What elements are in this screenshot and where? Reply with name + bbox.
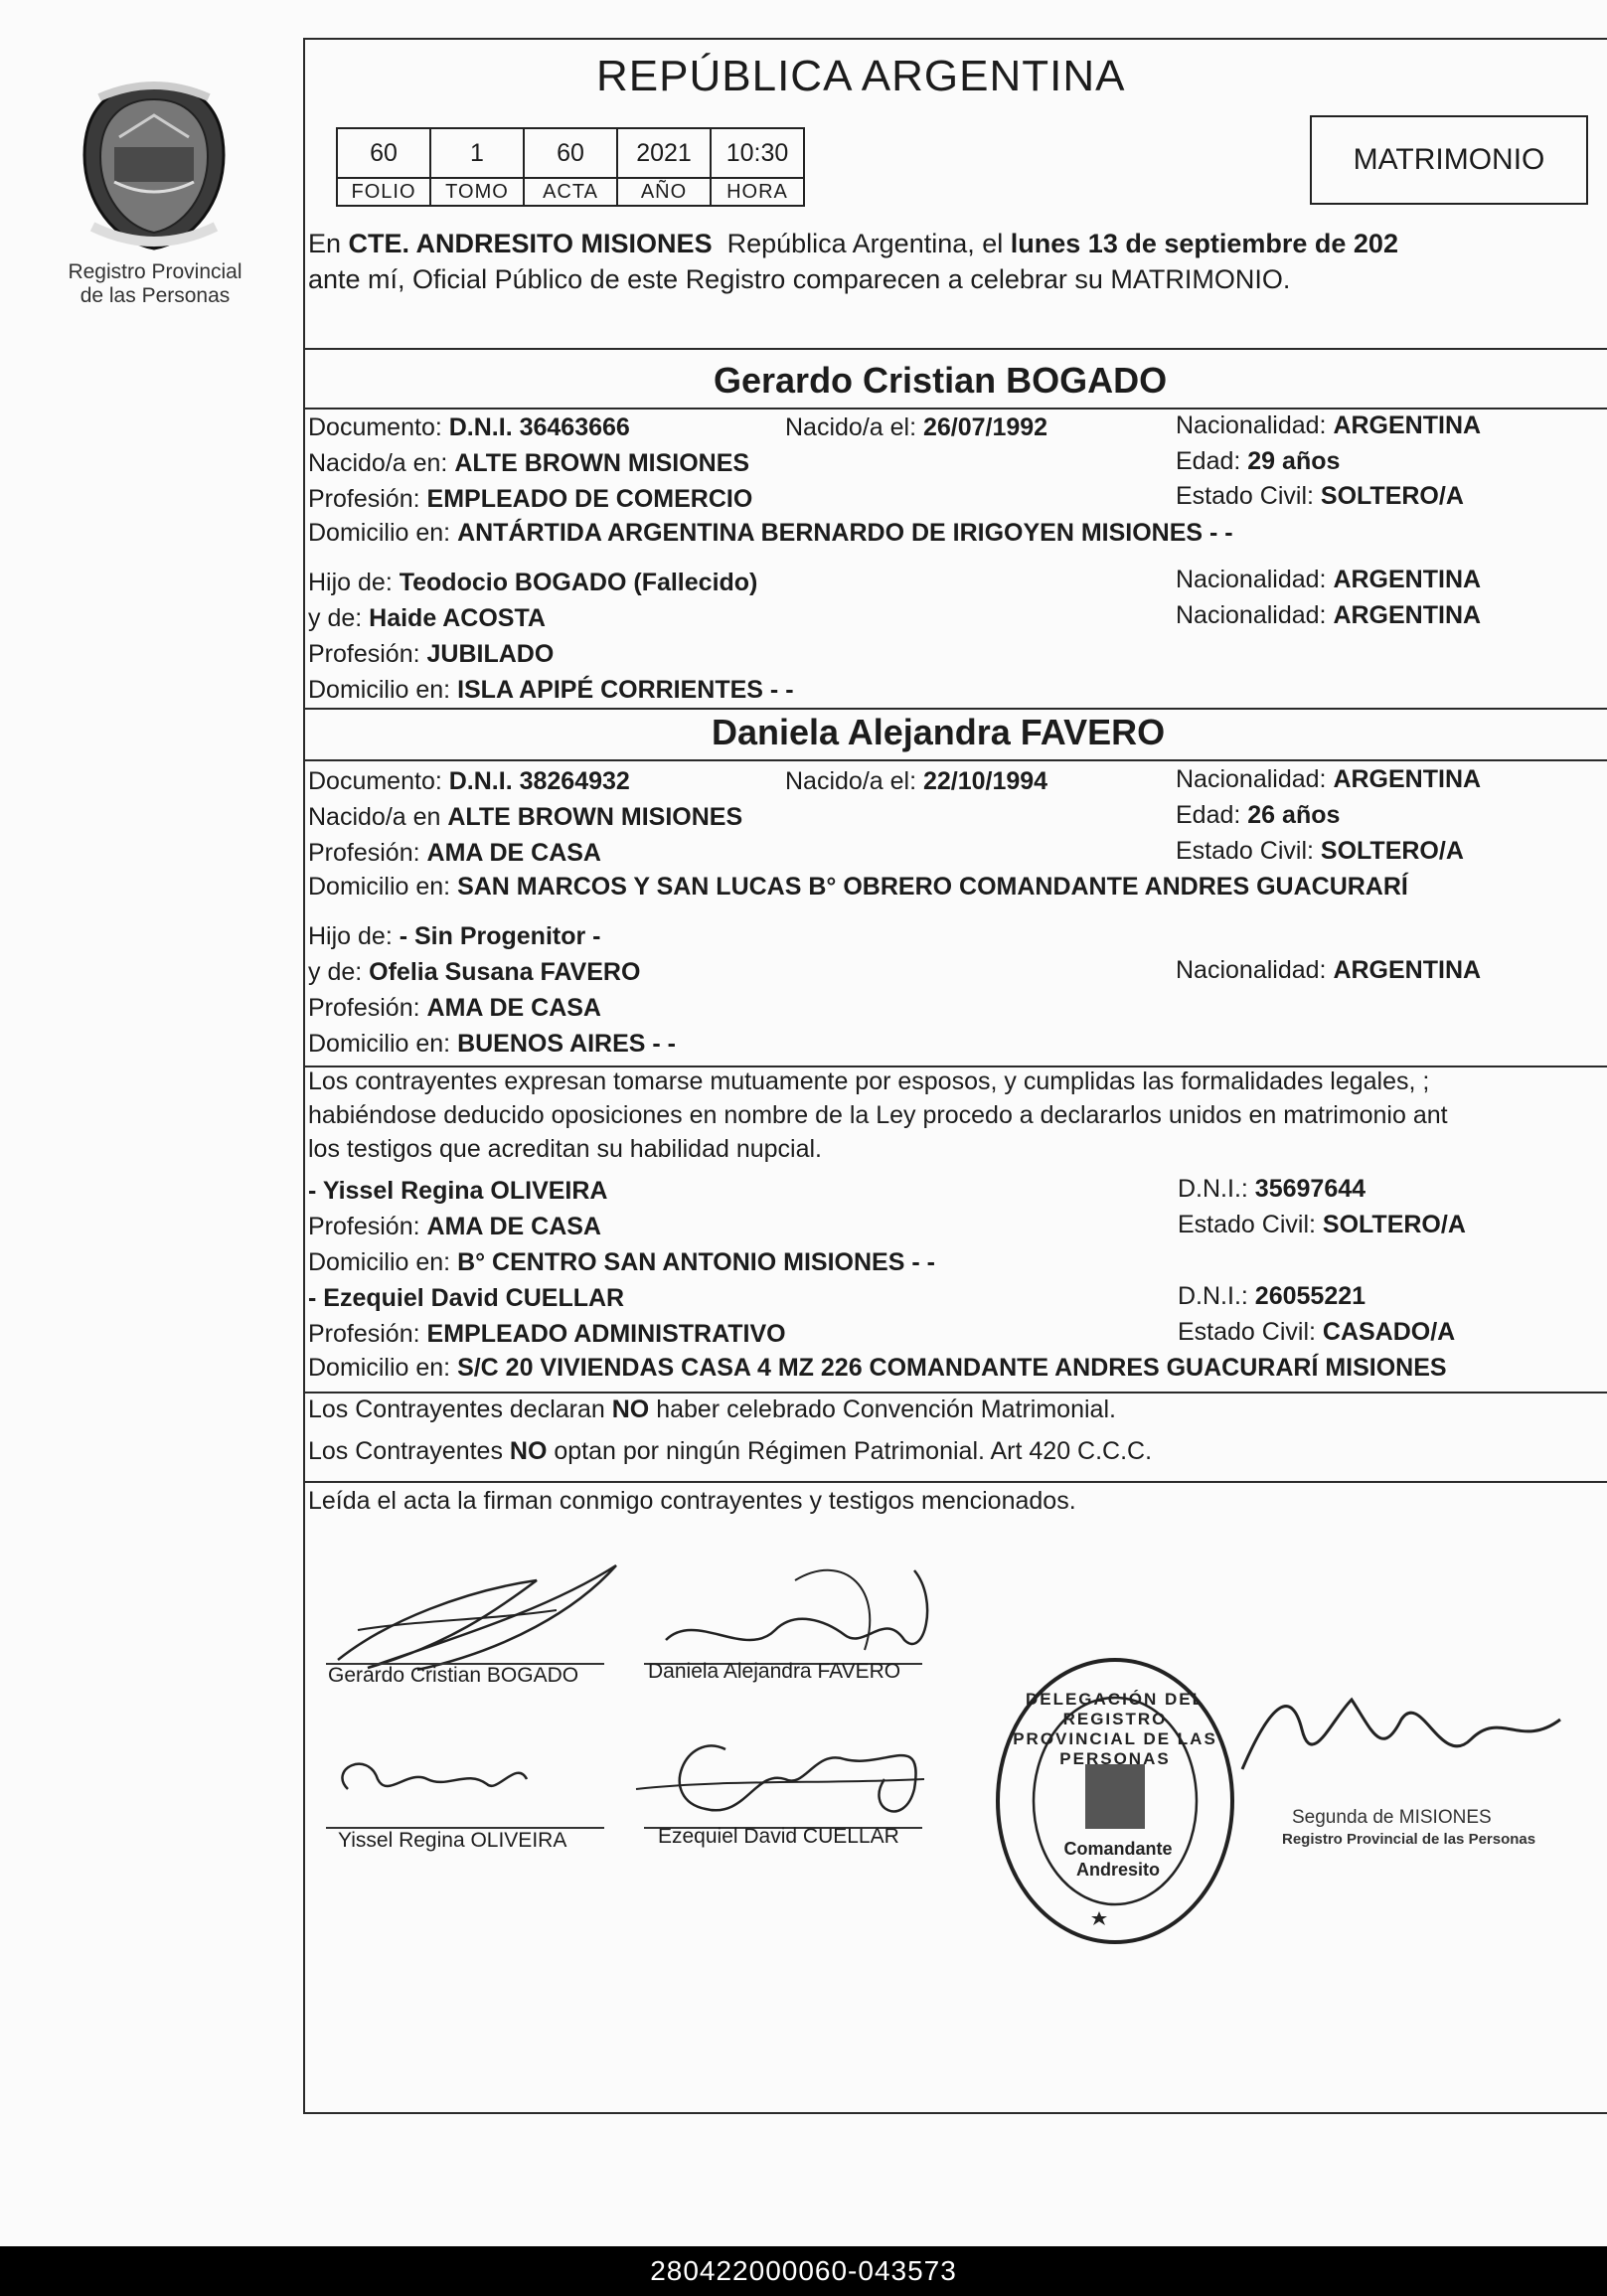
label: Profesión:: [308, 839, 427, 867]
spouse1-civil-status: [1176, 482, 1464, 511]
value: 26 años: [1247, 801, 1341, 829]
hora-value: 10:30: [711, 128, 804, 178]
acta-label: ACTA: [524, 178, 617, 206]
spouse1-document: [308, 413, 630, 442]
value: SAN MARCOS Y SAN LUCAS B° OBRERO COMANDANTE ANDRES GUACURARÍ: [457, 873, 1408, 901]
spouse1-nationality: [1176, 411, 1481, 440]
spouse1-mother-nationality: [1176, 601, 1481, 630]
official-stamp-line-2: Registro Provincial de las Personas: [1282, 1831, 1536, 1848]
official-stamp-line-1: Segunda de MISIONES: [1292, 1807, 1492, 1828]
signature-strokes-bottom: [328, 1710, 944, 1839]
label: Domicilio en:: [308, 1354, 458, 1382]
value: 26/07/1992: [922, 413, 1048, 441]
witness2-profession: [308, 1320, 786, 1349]
registry-label-line1: Registro Provincial: [68, 260, 242, 283]
label: Domicilio en:: [308, 1248, 458, 1276]
label: Edad:: [1176, 801, 1248, 829]
label: Domicilio en:: [308, 676, 458, 704]
spouse1-address: [308, 519, 1233, 548]
official-signature: [1232, 1680, 1570, 1789]
label: Edad:: [1176, 447, 1248, 475]
spouse2-civil-status: [1176, 837, 1464, 866]
label: Nacido/a en: [308, 803, 448, 831]
label: Documento:: [308, 767, 449, 795]
text: Los Contrayentes declaran: [308, 1395, 612, 1423]
label: Profesión:: [308, 640, 427, 668]
signature-name-2: Daniela Alejandra FAVERO: [648, 1660, 901, 1683]
acta-value: 60: [524, 128, 617, 178]
read-statement: Leída el acta la firman conmigo contrayentes y testigos mencionados.: [308, 1487, 1076, 1515]
value: SOLTERO/A: [1320, 482, 1464, 510]
spouse2-mother-nationality: [1176, 956, 1481, 985]
value: AMA DE CASA: [426, 994, 601, 1022]
value: S/C 20 VIVIENDAS CASA 4 MZ 226 COMANDANTE ANDRES GUACURARÍ MISIONES: [457, 1354, 1447, 1382]
label: Nacido/a en:: [308, 449, 455, 477]
regime-statement: [308, 1437, 1152, 1466]
value: BUENOS AIRES - -: [457, 1030, 676, 1058]
provincial-seal: [75, 78, 234, 251]
signature-name-3: Yissel Regina OLIVEIRA: [338, 1829, 567, 1852]
label: Estado Civil:: [1176, 482, 1321, 510]
signature-name-1: Gerardo Cristian BOGADO: [328, 1664, 579, 1687]
label: Nacionalidad:: [1176, 956, 1334, 984]
hora-label: HORA: [711, 178, 804, 206]
value: ALTE BROWN MISIONES: [447, 803, 743, 831]
intro-line-1: [308, 227, 1398, 260]
value: D.N.I. 36463666: [448, 413, 630, 441]
text: Los Contrayentes: [308, 1437, 510, 1465]
intro-middle: República Argentina, el: [712, 229, 1011, 258]
value: 29 años: [1247, 447, 1341, 475]
label: Domicilio en:: [308, 1030, 458, 1058]
value: 26055221: [1254, 1282, 1366, 1310]
spouse1-profession: [308, 485, 752, 514]
divider: [305, 759, 1607, 761]
label: Nacido/a el:: [785, 413, 923, 441]
folio-label: FOLIO: [337, 178, 430, 206]
country-title: REPÚBLICA ARGENTINA: [596, 52, 1126, 100]
label: Domicilio en:: [308, 519, 458, 547]
witness2-name: - Ezequiel David CUELLAR: [308, 1284, 625, 1312]
tomo-label: TOMO: [430, 178, 524, 206]
spouse2-birthdate: [785, 767, 1047, 796]
divider: [305, 708, 1607, 710]
spouse2-parents-profession: [308, 994, 601, 1023]
spouse2-parents-address: [308, 1030, 676, 1059]
divider: [305, 1481, 1607, 1483]
value: Ofelia Susana FAVERO: [369, 958, 641, 986]
signature-name-4: Ezequiel David CUELLAR: [658, 1825, 899, 1848]
label: Nacionalidad:: [1176, 411, 1334, 439]
folio-value: 60: [337, 128, 430, 178]
label: Hijo de:: [308, 569, 400, 596]
value: B° CENTRO SAN ANTONIO MISIONES - -: [457, 1248, 935, 1276]
spouse1-name: Gerardo Cristian BOGADO: [714, 360, 1168, 401]
value: ARGENTINA: [1333, 956, 1482, 984]
label: Profesión:: [308, 1213, 427, 1240]
label: Profesión:: [308, 994, 427, 1022]
value: ARGENTINA: [1333, 601, 1482, 629]
witness2-civil-status: [1178, 1318, 1455, 1347]
label: Profesión:: [308, 1320, 427, 1348]
text: haber celebrado Convención Matrimonial.: [649, 1395, 1116, 1423]
anio-value: 2021: [617, 128, 711, 178]
label: y de:: [308, 604, 370, 632]
label: Nacionalidad:: [1176, 601, 1334, 629]
record-cells-table: [336, 127, 805, 207]
witness1-dni: [1178, 1175, 1366, 1204]
label: Nacido/a el:: [785, 767, 923, 795]
witness2-dni: [1178, 1282, 1366, 1311]
divider: [305, 348, 1607, 350]
label: D.N.I.:: [1178, 1282, 1255, 1310]
value: Haide ACOSTA: [369, 604, 546, 632]
spouse1-birthdate: [785, 413, 1047, 442]
spouse2-address: [308, 873, 1408, 902]
spouse2-father: [308, 922, 601, 951]
spouse2-mother: [308, 958, 640, 987]
value: Teodocio BOGADO (Fallecido): [399, 569, 758, 596]
label: Estado Civil:: [1178, 1211, 1323, 1238]
emphasis: NO: [509, 1437, 548, 1465]
intro-date: lunes 13 de septiembre de 202: [1010, 229, 1398, 258]
anio-label: AÑO: [617, 178, 711, 206]
value: ANTÁRTIDA ARGENTINA BERNARDO DE IRIGOYEN MISIONES - -: [457, 519, 1233, 547]
value: AMA DE CASA: [426, 839, 601, 867]
divider: [305, 408, 1607, 410]
label: D.N.I.:: [1178, 1175, 1255, 1203]
value: AMA DE CASA: [426, 1213, 601, 1240]
value: ARGENTINA: [1333, 566, 1482, 593]
label: Estado Civil:: [1178, 1318, 1323, 1346]
value: 22/10/1994: [922, 767, 1048, 795]
label: Domicilio en:: [308, 873, 458, 901]
emphasis: NO: [611, 1395, 650, 1423]
spouse2-nationality: [1176, 765, 1481, 794]
value: ARGENTINA: [1333, 411, 1482, 439]
value: ALTE BROWN MISIONES: [454, 449, 750, 477]
tomo-value: 1: [430, 128, 524, 178]
text: optan por ningún Régimen Patrimonial. Art 420 C.C.C.: [547, 1437, 1153, 1465]
value: EMPLEADO DE COMERCIO: [426, 485, 753, 513]
label: Nacionalidad:: [1176, 765, 1334, 793]
value: ISLA APIPÉ CORRIENTES - -: [457, 676, 794, 704]
label: y de:: [308, 958, 370, 986]
spouse2-profession: [308, 839, 601, 868]
registry-label-line2: de las Personas: [80, 284, 231, 307]
witness2-address: [308, 1354, 1447, 1383]
value: SOLTERO/A: [1320, 837, 1464, 865]
value: ARGENTINA: [1333, 765, 1482, 793]
intro-line-2: ante mí, Oficial Público de este Registro comparecen a celebrar su MATRIMONIO.: [308, 264, 1291, 294]
document-type-box: MATRIMONIO: [1310, 115, 1588, 205]
barcode-footer: 280422000060-043573: [0, 2246, 1607, 2296]
witness1-address: [308, 1248, 935, 1277]
value: D.N.I. 38264932: [448, 767, 630, 795]
declaration-line-3: los testigos que acreditan su habilidad nupcial.: [308, 1135, 823, 1163]
declaration-line-1: Los contrayentes expresan tomarse mutuamente por esposos, y cumplidas las formalidades legales, ;: [308, 1067, 1430, 1095]
label: Hijo de:: [308, 922, 400, 950]
spouse1-father-nationality: [1176, 566, 1481, 594]
spouse1-mother: [308, 604, 546, 633]
spouse2-birthplace: [308, 803, 742, 832]
witness1-name: - Yissel Regina OLIVEIRA: [308, 1177, 608, 1205]
witness1-civil-status: [1178, 1211, 1466, 1239]
spouse1-parents-profession: [308, 640, 554, 669]
value: EMPLEADO ADMINISTRATIVO: [426, 1320, 786, 1348]
label: Documento:: [308, 413, 449, 441]
witness1-profession: [308, 1213, 601, 1241]
spouse2-age: [1176, 801, 1340, 830]
label: Estado Civil:: [1176, 837, 1321, 865]
divider: [305, 1392, 1607, 1394]
spouse1-parents-address: [308, 676, 794, 705]
stamp-inner-text: Comandante Andresito: [1063, 1839, 1173, 1880]
value: CASADO/A: [1322, 1318, 1456, 1346]
value: 35697644: [1254, 1175, 1366, 1203]
label: Nacionalidad:: [1176, 566, 1334, 593]
registry-label: [40, 260, 270, 308]
value: - Sin Progenitor -: [399, 922, 601, 950]
intro-prefix: En: [308, 229, 349, 258]
value: JUBILADO: [426, 640, 555, 668]
convention-statement: [308, 1395, 1116, 1424]
value: SOLTERO/A: [1322, 1211, 1466, 1238]
spouse1-father: [308, 569, 757, 597]
spouse1-birthplace: [308, 449, 749, 478]
declaration-line-2: habiéndose deducido oposiciones en nombre de la Ley procedo a declararlos unidos en matrimonio ant: [308, 1101, 1448, 1129]
intro-place: CTE. ANDRESITO MISIONES: [348, 229, 713, 258]
spouse2-document: [308, 767, 630, 796]
label: Profesión:: [308, 485, 427, 513]
spouse1-age: [1176, 447, 1340, 476]
stamp-ring-text: DELEGACIÓN DEL REGISTRO PROVINCIAL DE LAS PERSONAS: [1013, 1690, 1217, 1768]
spouse2-name: Daniela Alejandra FAVERO: [712, 712, 1166, 752]
